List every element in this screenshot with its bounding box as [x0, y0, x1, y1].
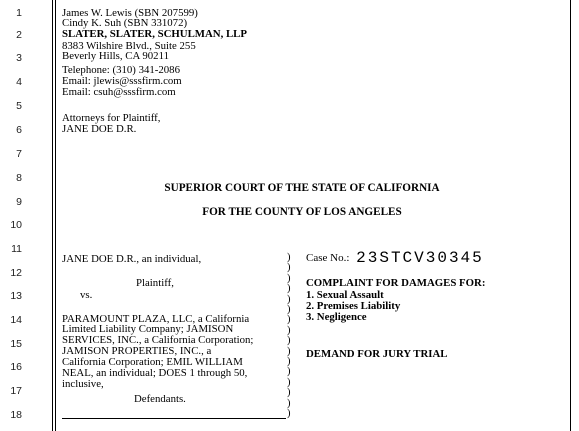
defendant-line: Limited Liability Company; JAMISON [62, 323, 234, 335]
plaintiff-party: JANE DOE D.R., an individual, [62, 253, 202, 265]
attorney-email: Email: csuh@sssfirm.com [62, 86, 176, 98]
court-county: FOR THE COUNTY OF LOS ANGELES [202, 206, 402, 218]
plaintiff-label: Plaintiff, [136, 277, 174, 289]
attorney-email: Email: jlewis@sssfirm.com [62, 75, 182, 87]
versus-label: vs. [80, 289, 93, 301]
defendant-line: SERVICES, INC., a California Corporation; [62, 334, 254, 346]
defendant-line: inclusive, [62, 378, 104, 390]
case-number: 23STCV30345 [356, 249, 484, 267]
cause-of-action: 1. Sexual Assault [306, 289, 384, 301]
defendant-line: PARAMOUNT PLAZA, LLC, a California [62, 313, 250, 325]
line-number: 9 [16, 196, 22, 208]
cause-of-action: 2. Premises Liability [306, 300, 401, 312]
line-number: 7 [16, 148, 22, 160]
attorney-name: Cindy K. Suh (SBN 331072) [62, 17, 188, 29]
line-number: 8 [16, 172, 22, 184]
defendants-label: Defendants. [134, 393, 186, 405]
line-number: 13 [10, 290, 22, 302]
line-number: 2 [16, 29, 22, 41]
cause-of-action: 3. Negligence [306, 311, 367, 323]
case-number-label: Case No.: [306, 252, 350, 264]
attorney-name: James W. Lewis (SBN 207599) [62, 7, 198, 19]
line-number: 14 [10, 314, 22, 326]
caption-paren-column: ) ) ) ) ) ) ) ) ) ) ) ) ) ) ) ) [287, 252, 291, 420]
firm-telephone: Telephone: (310) 341-2086 [62, 64, 180, 76]
line-number: 5 [16, 100, 22, 112]
line-number: 15 [10, 338, 22, 350]
case-number-block [306, 249, 484, 267]
attorneys-for-label: Attorneys for Plaintiff, [62, 112, 161, 124]
left-margin-rule-outer [52, 0, 53, 431]
line-number: 12 [10, 267, 22, 279]
left-margin-rule-inner [55, 0, 56, 431]
line-number: 6 [16, 124, 22, 136]
defendant-line: NEAL, an individual; DOES 1 through 50, [62, 367, 248, 379]
defendant-line: California Corporation; EMIL WILLIAM [62, 356, 243, 368]
firm-address-line: 8383 Wilshire Blvd., Suite 255 [62, 40, 196, 52]
right-margin-rule [570, 0, 571, 431]
line-number: 3 [16, 52, 22, 64]
firm-address-line: Beverly Hills, CA 90211 [62, 50, 169, 62]
line-number: 17 [10, 385, 22, 397]
complaint-title: COMPLAINT FOR DAMAGES FOR: [306, 277, 486, 289]
law-firm-name: SLATER, SLATER, SCHULMAN, LLP [62, 28, 247, 40]
line-number: 11 [11, 243, 22, 255]
line-number: 4 [16, 76, 22, 88]
line-number: 10 [10, 219, 22, 231]
line-number: 16 [10, 361, 22, 373]
jury-demand: DEMAND FOR JURY TRIAL [306, 348, 448, 360]
line-number: 18 [10, 409, 22, 421]
court-title: SUPERIOR COURT OF THE STATE OF CALIFORNIA [164, 182, 440, 194]
line-number: 1 [16, 7, 22, 19]
caption-underline [62, 418, 286, 419]
defendant-line: JAMISON PROPERTIES, INC., a [62, 345, 212, 357]
attorneys-for-party: JANE DOE D.R. [62, 123, 137, 135]
